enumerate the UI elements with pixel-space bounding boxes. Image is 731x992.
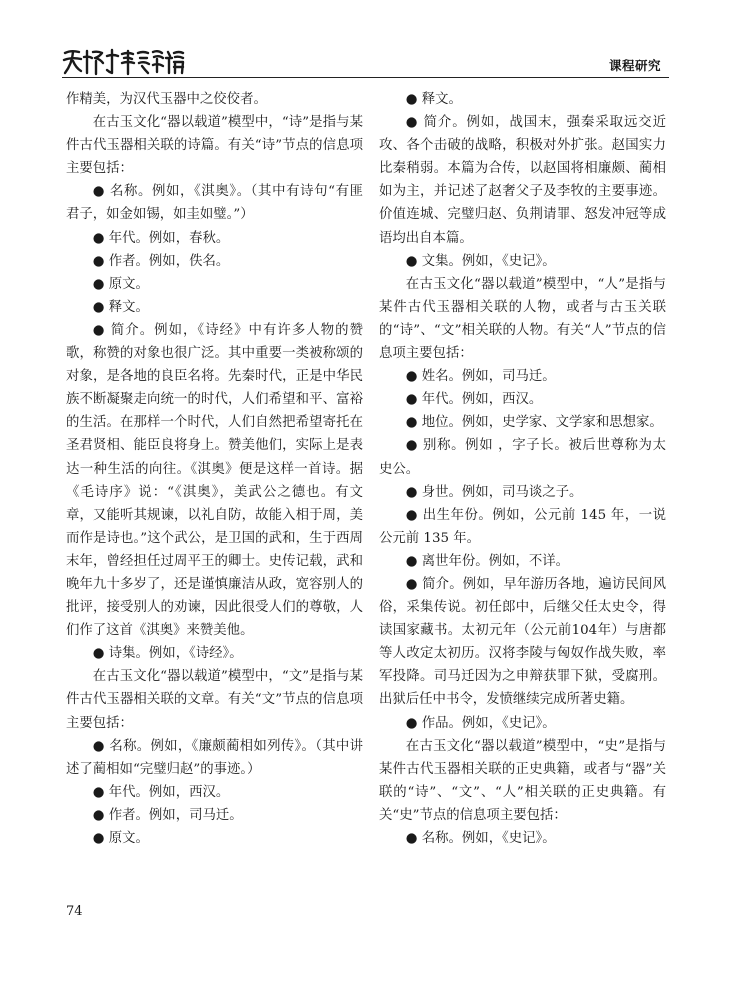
list-item: ● 诗集。例如，《诗经》。 [92, 646, 243, 662]
list-item: ● 释文。 [405, 92, 462, 107]
list-item: ● 简介。例如，战国末，强秦采取远交近攻、各个击破的战略，积极对外扩张。赵国实力比秦稍弱。本篇为合传，以赵国将相廉颇、蔺相如为主，并记述了赵奢父子及李牧的主要事迹。价值连城、完璧归赵、负荆请罪、怒发冲冠等成语均出自本篇。 [379, 115, 666, 246]
list-item: ● 释文。 [92, 299, 149, 315]
list-item: ● 文集。例如，《史记》。 [405, 253, 556, 269]
list-item: ● 名称。例如，《廉颇蔺相如列传》。（其中讲述了蔺相如“完璧归赵”的事迹。） [66, 738, 363, 777]
paragraph: 在古玉文化“器以载道”模型中，“文”是指与某件古代玉器相关联的文章。有关“文”节点的信息项主要包括： [66, 669, 363, 731]
list-item: ● 年代。例如，西汉。 [405, 392, 543, 408]
list-item: ● 作者。例如，佚名。 [92, 253, 230, 269]
paragraph: 在古玉文化“器以载道”模型中，“史”是指与某件古代玉器相关联的正史典籍，或者与“器”关联的“诗”、“文”、“人”相关联的正史典籍。有关“史”节点的信息项主要包括： [379, 738, 666, 823]
list-item: ● 名称。例如，《淇奥》。（其中有诗句“有匪君子，如金如锡，如圭如璧。”） [66, 184, 363, 223]
list-item: ● 年代。例如，春秋。 [92, 230, 230, 246]
list-item: ● 离世年份。例如，不详。 [405, 553, 570, 569]
page-number: 74 [66, 904, 83, 919]
list-item: ● 年代。例如，西汉。 [92, 784, 230, 800]
list-item: ● 别称。例如 ，字子长。被后世尊称为太史公。 [379, 438, 666, 477]
list-item: ● 姓名。例如，司马迁。 [405, 369, 556, 385]
list-item: ● 地位。例如，史学家、文学家和思想家。 [405, 415, 663, 431]
header-divider [62, 77, 669, 78]
list-item: ● 作者。例如，司马迁。 [92, 807, 243, 823]
right-column [379, 88, 666, 850]
list-item: ● 原文。 [92, 276, 149, 292]
list-item: ● 原文。 [92, 831, 149, 846]
list-item: ● 出生年份。例如，公元前 145 年，一说公元前 135 年。 [379, 507, 666, 546]
list-item: ● 名称。例如，《史记》。 [405, 831, 556, 846]
paragraph: 在古玉文化“器以载道”模型中，“诗”是指与某件古代玉器相关联的诗篇。有关“诗”节点的信息项主要包括： [66, 115, 363, 177]
paragraph: 在古玉文化“器以载道”模型中，“人”是指与某件古代玉器相关联的人物，或者与古玉关联的“诗”、“文”相关联的人物。有关“人”节点的信息项主要包括： [379, 276, 666, 362]
left-column [66, 88, 363, 850]
list-item: ● 作品。例如，《史记》。 [405, 715, 556, 731]
list-item: ● 简介。例如，早年游历各地，遍访民间风俗，采集传说。初任郎中，后继父任太史令，得读国家藏书。太初元年（公元前104年）与唐都等人改定太初历。汉将李陵与匈奴作战失败，率军投降。司马迁因为之申辩获罪下狱，受腐刑。出狱后任中书令，发愤继续完成所著史籍。 [379, 576, 666, 708]
paragraph: 作精美，为汉代玉器中之佼佼者。 [66, 92, 267, 107]
list-item: ● 简介。例如，《诗经》中有许多人物的赞歌，称赞的对象也很广泛。其中重要一类被称颂的对象，是各地的良臣名将。先秦时代，正是中华民族不断凝聚走向统一的时代，人们希望和平、富裕的生活。在那样一个时代，人们自然把希望寄托在圣君贤相、能臣良将身上。赞美他们，实际上是表达一种生活的向往。《淇奥》便是这样一首诗。据《毛诗序》说：“《淇奥》，美武公之德也。有文章，又能听其规谏，以礼自防，故能入相于周，美而作是诗也。”这个武公，是卫国的武和，生于西周末年，曾经担任过周平王的卿士。史传记载，武和晚年九十多岁了，还是谨慎廉洁从政，宽容别人的批评，接受别人的劝谏，因此很受人们的尊敬，人们作了这首《淇奥》来赞美他。 [66, 322, 363, 639]
section-title: 课程研究 [608, 58, 661, 73]
journal-calligraphy-logo [62, 44, 186, 78]
list-item: ● 身世。例如，司马谈之子。 [405, 484, 583, 500]
